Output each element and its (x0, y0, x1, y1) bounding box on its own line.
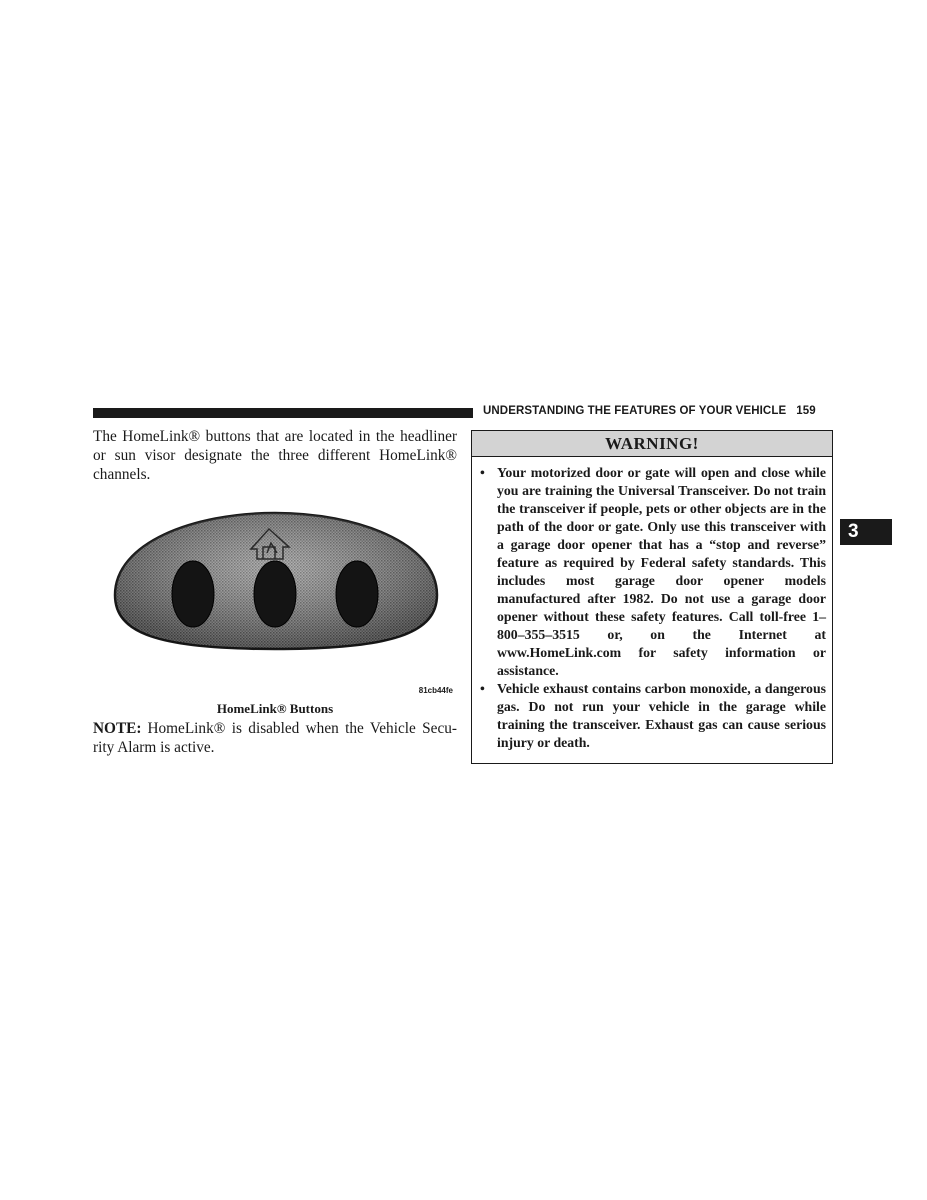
intro-paragraph: The HomeLink® buttons that are located in the headliner or sun visor designate the three different HomeLink® channels. (93, 428, 457, 483)
homelink-button-1 (172, 561, 214, 627)
note-label: NOTE: (93, 720, 142, 737)
figure-caption: HomeLink® Buttons (216, 701, 334, 716)
homelink-button-3 (336, 561, 378, 627)
homelink-button-2 (254, 561, 296, 627)
page-number: 159 (796, 405, 816, 417)
chapter-tab: 3 (840, 519, 892, 545)
warning-title: WARNING! (472, 431, 832, 457)
left-column (93, 427, 457, 484)
running-header (483, 405, 835, 417)
warning-item (480, 680, 826, 752)
note-text: HomeLink® is disabled when the Vehicle Security Alarm is active. (93, 720, 457, 756)
homelink-buttons-illustration (93, 503, 457, 699)
warning-item-text: Your motorized door or gate will open and close while you are training the Universal Transceiver. Do not train the transceiver if people, pets or other objects are in the path of the door or gate. Only use this transceiver with a garage door opener that has a “stop and reverse” feature as required by Federal safety standards. This includes most garage door opener models manufactured after 1982. Do not use a garage door opener without these safety features. Call toll-free 1–800–355–3515 or, on the Internet at www.HomeLink.com for safety information or assistance. (497, 465, 826, 678)
warning-item (480, 464, 826, 680)
section-title: UNDERSTANDING THE FEATURES OF YOUR VEHICLE (483, 405, 787, 417)
bullet-icon: • (480, 681, 485, 696)
bullet-icon: • (480, 465, 485, 480)
figure-code: 81cb44fe (418, 686, 453, 695)
homelink-figure (93, 503, 457, 699)
warning-item-text: Vehicle exhaust contains carbon monoxide, a dangerous gas. Do not run your vehicle in the garage while training the transceiver. Exhaust gas can cause serious injury or death. (497, 681, 826, 750)
warning-box (471, 430, 833, 764)
header-rule (93, 408, 473, 418)
note-paragraph (93, 719, 457, 757)
warning-list (472, 457, 832, 752)
